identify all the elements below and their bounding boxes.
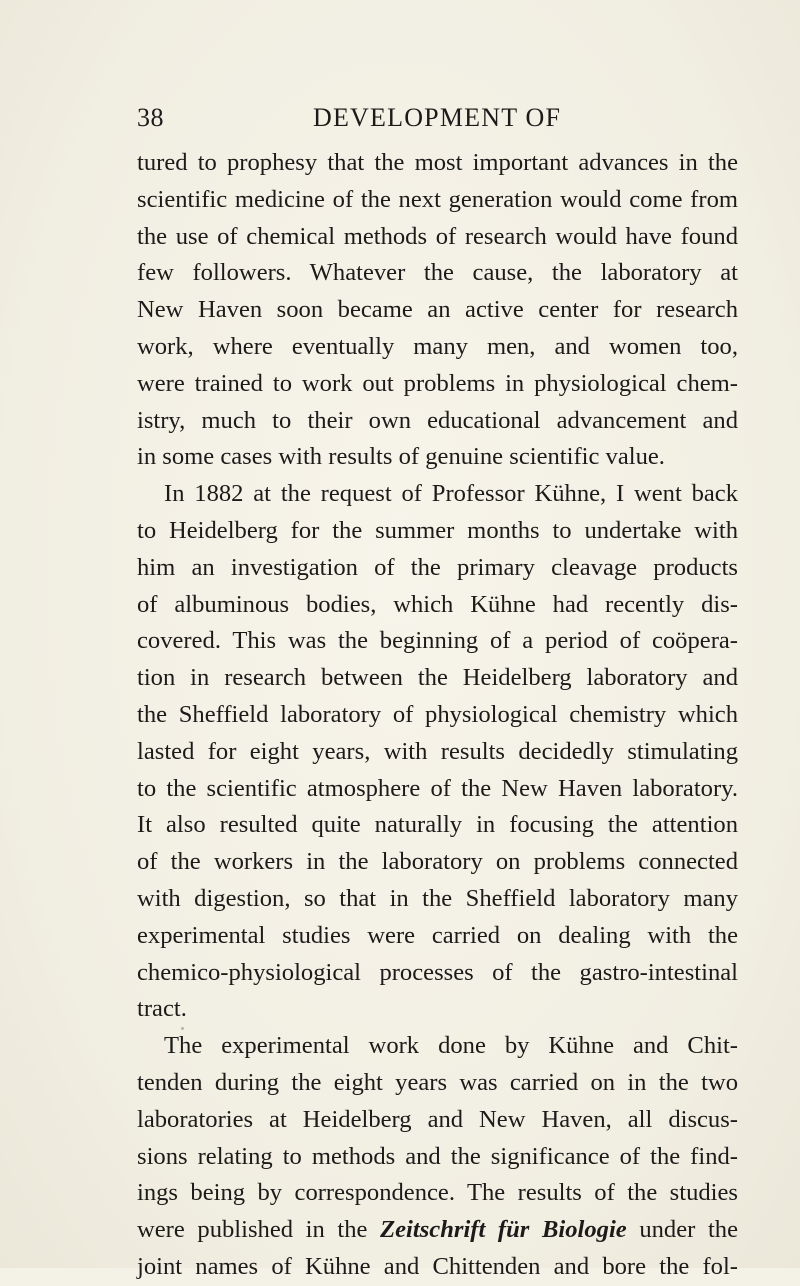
text-line: the Sheffield laboratory of physiological chemistry which	[137, 700, 738, 728]
text-line: laboratories at Heidelberg and New Haven, all discus-	[137, 1105, 738, 1133]
body-text	[137, 145, 738, 1286]
text-line: istry, much to their own educational advancement and	[137, 406, 738, 434]
paper-speck	[181, 1027, 184, 1030]
text-segment: were published in the	[137, 1216, 381, 1244]
text-line: few followers. Whatever the cause, the laboratory at	[137, 259, 738, 287]
text-line: with digestion, so that in the Sheffield laboratory many	[137, 884, 738, 912]
text-line: work, where eventually many men, and women too,	[137, 332, 738, 360]
text-line: The experimental work done by Kühne and Chit-	[164, 1032, 738, 1060]
text-line: of the workers in the laboratory on problems connected	[137, 848, 738, 876]
text-line: It also resulted quite naturally in focusing the attention	[137, 811, 738, 839]
text-line: scientific medicine of the next generation would come from	[137, 185, 738, 213]
text-line: in some cases with results of genuine scientific value.	[137, 443, 665, 471]
page-number: 38	[137, 103, 164, 132]
text-line: tract.	[137, 995, 187, 1023]
text-line: chemico-physiological processes of the gastro-intestinal	[137, 958, 738, 986]
text-line: tenden during the eight years was carried on in the two	[137, 1068, 738, 1096]
text-line: lasted for eight years, with results decidedly stimulating	[137, 737, 738, 765]
text-line: to Heidelberg for the summer months to undertake with	[137, 516, 738, 544]
text-line: of albuminous bodies, which Kühne had recently dis-	[137, 590, 738, 618]
text-line	[137, 1212, 738, 1249]
text-line: to the scientific atmosphere of the New Haven laboratory.	[137, 774, 738, 802]
text-line: joint names of Kühne and Chittenden and bore the fol-	[137, 1252, 738, 1280]
text-segment: under the	[626, 1216, 738, 1244]
text-line: covered. This was the beginning of a period of coöpera-	[137, 627, 738, 655]
journal-title: Zeitschrift für Biologie	[380, 1216, 627, 1244]
text-line: tion in research between the Heidelberg laboratory and	[137, 664, 738, 692]
text-line: New Haven soon became an active center for research	[137, 296, 738, 324]
text-line: tured to prophesy that the most important advances in the	[137, 149, 738, 176]
text-line: experimental studies were carried on dealing with the	[137, 921, 738, 949]
text-line: him an investigation of the primary cleavage products	[137, 553, 738, 581]
text-line: the use of chemical methods of research would have found	[137, 222, 738, 250]
running-head	[137, 103, 797, 143]
text-line: were trained to work out problems in physiological chem-	[137, 369, 738, 397]
text-line: In 1882 at the request of Professor Kühne, I went back	[164, 480, 738, 508]
text-line: ings being by correspondence. The results of the studies	[137, 1179, 738, 1207]
text-line: sions relating to methods and the significance of the find-	[137, 1142, 738, 1170]
running-head-title: DEVELOPMENT OF	[313, 103, 562, 132]
